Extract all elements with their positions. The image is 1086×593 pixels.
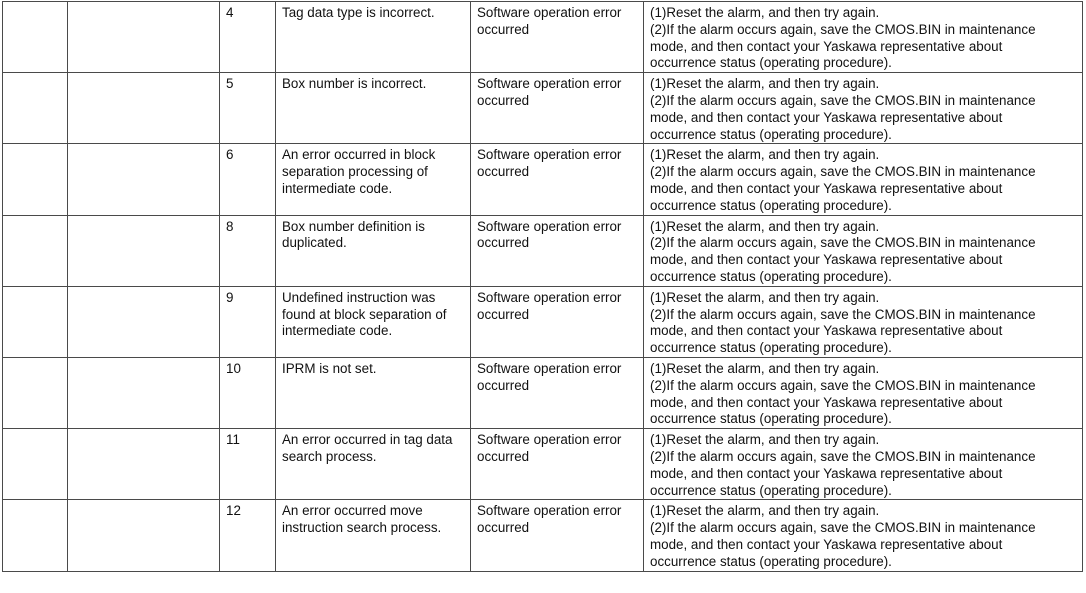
remedy-line: (1)Reset the alarm, and then try again. (650, 5, 880, 20)
remedy-line: mode, and then contact your Yaskawa representative about (650, 38, 1003, 54)
table-row (3, 215, 1083, 286)
cause-line: occurred (477, 377, 530, 393)
cause-line: occurred (477, 306, 530, 322)
remedy-line: occurrence status (operating procedure). (650, 553, 892, 569)
alarm-name-cell (68, 429, 220, 500)
cause-cell (471, 215, 644, 286)
cause-line: Software operation error (477, 76, 622, 92)
cause-line: Software operation error (477, 289, 622, 305)
cause-cell (471, 144, 644, 215)
table-row (3, 429, 1083, 500)
cause-cell (471, 357, 644, 428)
remedy-line: (1)Reset the alarm, and then try again. (650, 289, 880, 305)
alarm-name-cell (68, 215, 220, 286)
cause-line: occurred (477, 520, 530, 536)
alarm-number-cell (3, 429, 68, 500)
remedy-line: (2)If the alarm occurs again, save the CMOS.BIN in maintenance (650, 21, 1036, 37)
meaning-line: instruction search process. (282, 520, 442, 536)
cause-line: Software operation error (477, 503, 622, 519)
cause-line: Software operation error (477, 147, 622, 163)
sub-code: 9 (226, 289, 234, 305)
remedy-line: (2)If the alarm occurs again, save the CMOS.BIN in maintenance (650, 164, 1036, 180)
remedy-line: mode, and then contact your Yaskawa representative about (650, 109, 1003, 125)
remedy-cell (644, 500, 1083, 571)
remedy-cell (644, 357, 1083, 428)
remedy-line: mode, and then contact your Yaskawa representative about (650, 180, 1003, 196)
sub-code: 6 (226, 147, 234, 163)
sub-code-cell (220, 73, 276, 144)
meaning-line: Box number definition is (282, 218, 425, 234)
meaning-line: An error occurred move (282, 503, 423, 519)
remedy-cell (644, 144, 1083, 215)
alarm-number-cell (3, 286, 68, 357)
cause-line: Software operation error (477, 218, 622, 234)
table-row (3, 357, 1083, 428)
alarm-number-cell (3, 357, 68, 428)
remedy-cell (644, 215, 1083, 286)
meaning-line: search process. (282, 448, 377, 464)
sub-code: 5 (226, 76, 234, 92)
remedy-line: (1)Reset the alarm, and then try again. (650, 432, 880, 448)
meaning-cell (276, 73, 471, 144)
meaning-line: Undefined instruction was (282, 289, 436, 305)
alarm-name-cell (68, 2, 220, 73)
sub-code: 8 (226, 218, 234, 234)
cause-line: occurred (477, 21, 530, 37)
remedy-line: mode, and then contact your Yaskawa representative about (650, 323, 1003, 339)
table-row (3, 144, 1083, 215)
meaning-line: IPRM is not set. (282, 360, 377, 376)
meaning-line: intermediate code. (282, 180, 393, 196)
remedy-line: mode, and then contact your Yaskawa representative about (650, 536, 1003, 552)
remedy-line: (1)Reset the alarm, and then try again. (650, 147, 880, 163)
cause-line: Software operation error (477, 360, 622, 376)
meaning-line: separation processing of (282, 164, 428, 180)
remedy-line: occurrence status (operating procedure). (650, 55, 892, 71)
remedy-line: (1)Reset the alarm, and then try again. (650, 76, 880, 92)
remedy-line: (2)If the alarm occurs again, save the CMOS.BIN in maintenance (650, 92, 1036, 108)
remedy-line: (1)Reset the alarm, and then try again. (650, 218, 880, 234)
remedy-line: mode, and then contact your Yaskawa representative about (650, 465, 1003, 481)
remedy-line: occurrence status (operating procedure). (650, 268, 892, 284)
meaning-line: An error occurred in block (282, 147, 436, 163)
sub-code-cell (220, 429, 276, 500)
sub-code-cell (220, 215, 276, 286)
meaning-line: found at block separation of (282, 306, 447, 322)
remedy-cell (644, 73, 1083, 144)
cause-line: occurred (477, 448, 530, 464)
sub-code: 10 (226, 360, 241, 376)
alarm-name-cell (68, 73, 220, 144)
remedy-line: mode, and then contact your Yaskawa representative about (650, 252, 1003, 268)
remedy-line: mode, and then contact your Yaskawa representative about (650, 394, 1003, 410)
meaning-cell (276, 500, 471, 571)
cause-cell (471, 286, 644, 357)
remedy-line: occurrence status (operating procedure). (650, 482, 892, 498)
sub-code-cell (220, 2, 276, 73)
sub-code: 12 (226, 503, 241, 519)
cause-line: occurred (477, 92, 530, 108)
meaning-cell (276, 286, 471, 357)
meaning-line: duplicated. (282, 235, 347, 251)
sub-code-cell (220, 357, 276, 428)
meaning-cell (276, 429, 471, 500)
cause-cell (471, 73, 644, 144)
meaning-line: intermediate code. (282, 323, 393, 339)
table-row (3, 2, 1083, 73)
alarm-number-cell (3, 2, 68, 73)
remedy-cell (644, 286, 1083, 357)
alarm-name-cell (68, 144, 220, 215)
cause-line: occurred (477, 164, 530, 180)
remedy-cell (644, 429, 1083, 500)
remedy-line: (2)If the alarm occurs again, save the CMOS.BIN in maintenance (650, 235, 1036, 251)
remedy-line: (2)If the alarm occurs again, save the CMOS.BIN in maintenance (650, 306, 1036, 322)
alarm-number-cell (3, 215, 68, 286)
cause-cell (471, 2, 644, 73)
remedy-line: (1)Reset the alarm, and then try again. (650, 360, 880, 376)
alarm-name-cell (68, 357, 220, 428)
remedy-line: (2)If the alarm occurs again, save the CMOS.BIN in maintenance (650, 377, 1036, 393)
sub-code: 11 (226, 432, 240, 448)
remedy-line: occurrence status (operating procedure). (650, 126, 892, 142)
cause-line: Software operation error (477, 5, 622, 20)
alarm-number-cell (3, 144, 68, 215)
meaning-line: An error occurred in tag data (282, 432, 453, 448)
sub-code-cell (220, 286, 276, 357)
alarm-name-cell (68, 500, 220, 571)
cause-cell (471, 429, 644, 500)
meaning-line: Tag data type is incorrect. (282, 5, 435, 20)
remedy-line: occurrence status (operating procedure). (650, 340, 892, 356)
meaning-line: Box number is incorrect. (282, 76, 427, 92)
sub-code: 4 (226, 5, 234, 20)
meaning-cell (276, 144, 471, 215)
remedy-line: (1)Reset the alarm, and then try again. (650, 503, 880, 519)
alarm-table (2, 1, 1083, 572)
meaning-cell (276, 2, 471, 73)
cause-line: Software operation error (477, 432, 622, 448)
sub-code-cell (220, 500, 276, 571)
alarm-name-cell (68, 286, 220, 357)
table-row (3, 286, 1083, 357)
remedy-cell (644, 2, 1083, 73)
remedy-line: occurrence status (operating procedure). (650, 197, 892, 213)
cause-line: occurred (477, 235, 530, 251)
cause-cell (471, 500, 644, 571)
table-row (3, 73, 1083, 144)
remedy-line: occurrence status (operating procedure). (650, 411, 892, 427)
alarm-number-cell (3, 73, 68, 144)
remedy-line: (2)If the alarm occurs again, save the CMOS.BIN in maintenance (650, 520, 1036, 536)
alarm-table-body (3, 2, 1083, 572)
remedy-line: (2)If the alarm occurs again, save the CMOS.BIN in maintenance (650, 448, 1036, 464)
alarm-number-cell (3, 500, 68, 571)
meaning-cell (276, 215, 471, 286)
meaning-cell (276, 357, 471, 428)
table-row (3, 500, 1083, 571)
sub-code-cell (220, 144, 276, 215)
